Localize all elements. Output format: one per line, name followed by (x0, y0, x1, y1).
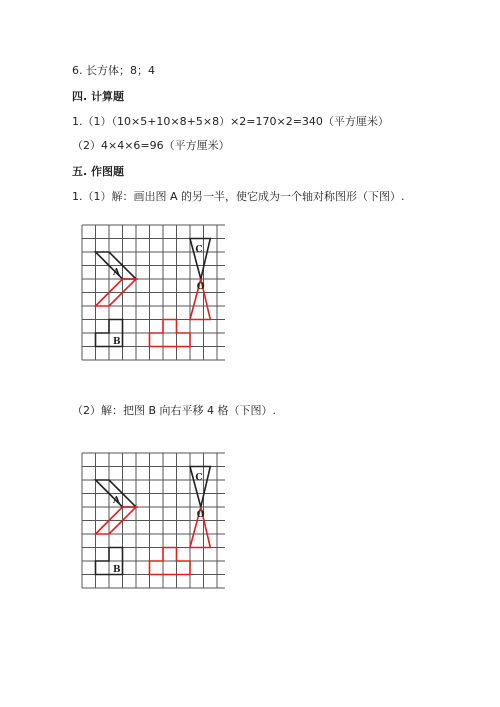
calc-2: （2）4×4×6=96（平方厘米） (72, 139, 230, 152)
label-a: A (113, 496, 120, 506)
grid-figure-2-svg (80, 451, 225, 596)
label-o: O (196, 282, 205, 293)
grid-figure-1-svg (80, 223, 225, 368)
label-a: A (113, 268, 120, 278)
draw-1: 1.（1）解：画出图 A 的另一半，使它成为一个轴对称图形（下图）. (72, 190, 405, 203)
grid-figure-1 (80, 223, 225, 368)
section-5-heading: 五. 作图题 (72, 165, 125, 178)
calc-1: 1.（1）（10×5+10×8+5×8）×2=170×2=340（平方厘米） (72, 115, 389, 128)
answer-6: 6. 长方体；8；4 (72, 64, 155, 77)
draw-2: （2）解：把图 B 向右平移 4 格（下图）. (72, 404, 277, 417)
label-c: C (195, 473, 203, 483)
section-4-heading: 四. 计算题 (72, 90, 125, 103)
label-o: O (196, 510, 205, 521)
label-c: C (195, 245, 203, 255)
label-b: B (113, 564, 121, 575)
label-b: B (113, 336, 121, 347)
grid-figure-2 (80, 451, 225, 596)
